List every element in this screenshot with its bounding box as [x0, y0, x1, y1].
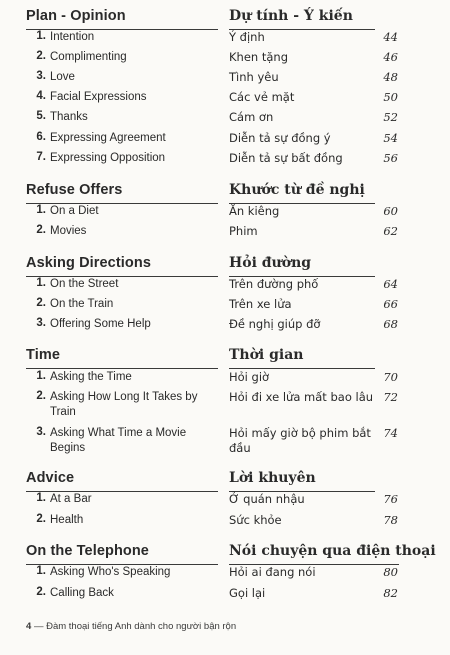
item-number: 1. [36, 565, 46, 577]
item-title-en: On the Train [50, 298, 114, 310]
item-title-en: Intention [50, 31, 95, 43]
item-number: 2. [36, 390, 46, 402]
item-page-number: 72 [383, 390, 398, 404]
item-page-number: 64 [383, 277, 398, 291]
item-title-en: Asking the Time [50, 371, 132, 383]
section-title-vi: Hỏi đường [229, 255, 312, 271]
section-title-en: Asking Directions [26, 255, 151, 271]
item-page-number: 52 [383, 110, 398, 124]
section-title-en: Refuse Offers [26, 182, 123, 198]
item-number: 5. [36, 110, 46, 122]
item-title-vi: Phim [229, 224, 258, 238]
item-page-number: 68 [383, 317, 398, 331]
item-title-en: At a Bar [50, 493, 92, 505]
item-page-number: 46 [383, 50, 398, 64]
item-number: 7. [36, 151, 46, 163]
section-title-en: Plan - Opinion [26, 8, 126, 24]
item-number: 1. [36, 370, 46, 382]
item-title-en: Health [50, 514, 84, 526]
item-title-en: On a Diet [50, 205, 99, 217]
section-title-en: On the Telephone [26, 543, 149, 559]
item-page-number: 70 [383, 370, 398, 384]
item-page-number: 54 [383, 131, 398, 145]
item-title-en: Expressing Opposition [50, 152, 166, 164]
item-number: 2. [36, 50, 46, 62]
item-number: 1. [36, 277, 46, 289]
section-title-vi: Thời gian [229, 347, 304, 363]
item-page-number: 44 [383, 30, 398, 44]
item-title-vi: Trên xe lửa [229, 297, 292, 311]
item-title-en: Movies [50, 225, 87, 237]
item-title-vi: Hỏi mấy giờ bộ phim bắt đầu [229, 426, 371, 455]
item-page-number: 56 [383, 151, 398, 165]
item-page-number: 66 [383, 297, 398, 311]
item-title-vi: Hỏi ai đang nói [229, 565, 316, 579]
item-number: 2. [36, 586, 46, 598]
item-number: 4. [36, 90, 46, 102]
item-number: 3. [36, 317, 46, 329]
item-number: 6. [36, 131, 46, 143]
item-number: 3. [36, 426, 46, 438]
item-number: 1. [36, 204, 46, 216]
item-title-en: Complimenting [50, 51, 127, 63]
item-number: 3. [36, 70, 46, 82]
section-title-vi: Nói chuyện qua điện thoại [229, 543, 436, 559]
item-page-number: 62 [383, 224, 398, 238]
item-number: 1. [36, 492, 46, 504]
item-page-number: 48 [383, 70, 398, 84]
item-page-number: 80 [383, 565, 398, 579]
item-title-en: Thanks [50, 111, 88, 123]
item-title-vi: Tình yêu [229, 70, 279, 84]
footer-page-number: 4 [26, 621, 32, 632]
item-number: 2. [36, 224, 46, 236]
item-title-vi: Hỏi giờ [229, 370, 270, 384]
item-title-vi: Gọi lại [229, 586, 266, 600]
item-page-number: 82 [383, 586, 398, 600]
item-title-vi: Ăn kiêng [229, 204, 280, 218]
item-page-number: 60 [383, 204, 398, 218]
item-title-vi: Ý định [229, 30, 265, 44]
item-page-number: 78 [383, 513, 398, 527]
item-title-vi: Hỏi đi xe lửa mất bao lâu [229, 390, 374, 404]
item-title-en: Expressing Agreement [50, 132, 166, 144]
item-title-vi: Sức khỏe [229, 513, 282, 527]
item-title-en: Asking What Time a Movie Begins [50, 427, 187, 454]
item-title-vi: Cám ơn [229, 110, 274, 124]
section-title-en: Advice [26, 470, 75, 486]
item-page-number: 50 [383, 90, 398, 104]
item-title-vi: Diễn tả sự bất đồng [229, 151, 343, 165]
item-number: 1. [36, 30, 46, 42]
item-title-vi: Diễn tả sự đồng ý [229, 131, 331, 145]
item-title-vi: Đề nghị giúp đỡ [229, 317, 321, 331]
item-page-number: 76 [383, 492, 398, 506]
item-title-en: Love [50, 71, 75, 83]
footer-book-title: — Đàm thoại tiếng Anh dành cho người bận rộn [33, 621, 237, 632]
item-title-en: Facial Expressions [50, 91, 147, 103]
item-title-en: Asking How Long It Takes by Train [50, 391, 198, 418]
item-title-en: Calling Back [50, 587, 114, 599]
item-title-en: On the Street [50, 278, 119, 290]
item-title-vi: Trên đường phố [229, 277, 319, 291]
section-rule [26, 368, 218, 369]
item-title-vi: Khen tặng [229, 50, 288, 64]
section-rule [229, 368, 375, 369]
item-title-en: Asking Who's Speaking [50, 566, 171, 578]
section-title-en: Time [26, 347, 60, 363]
section-title-vi: Khước từ đề nghị [229, 182, 365, 198]
section-title-vi: Dự tính - Ý kiến [229, 8, 353, 24]
section-title-vi: Lời khuyên [229, 470, 316, 486]
item-title-vi: Các vẻ mặt [229, 90, 295, 104]
item-number: 2. [36, 513, 46, 525]
item-title-vi: Ở quán nhậu [229, 492, 305, 506]
item-number: 2. [36, 297, 46, 309]
item-title-en: Offering Some Help [50, 318, 151, 330]
page-footer [26, 621, 236, 632]
item-page-number: 74 [383, 426, 398, 440]
